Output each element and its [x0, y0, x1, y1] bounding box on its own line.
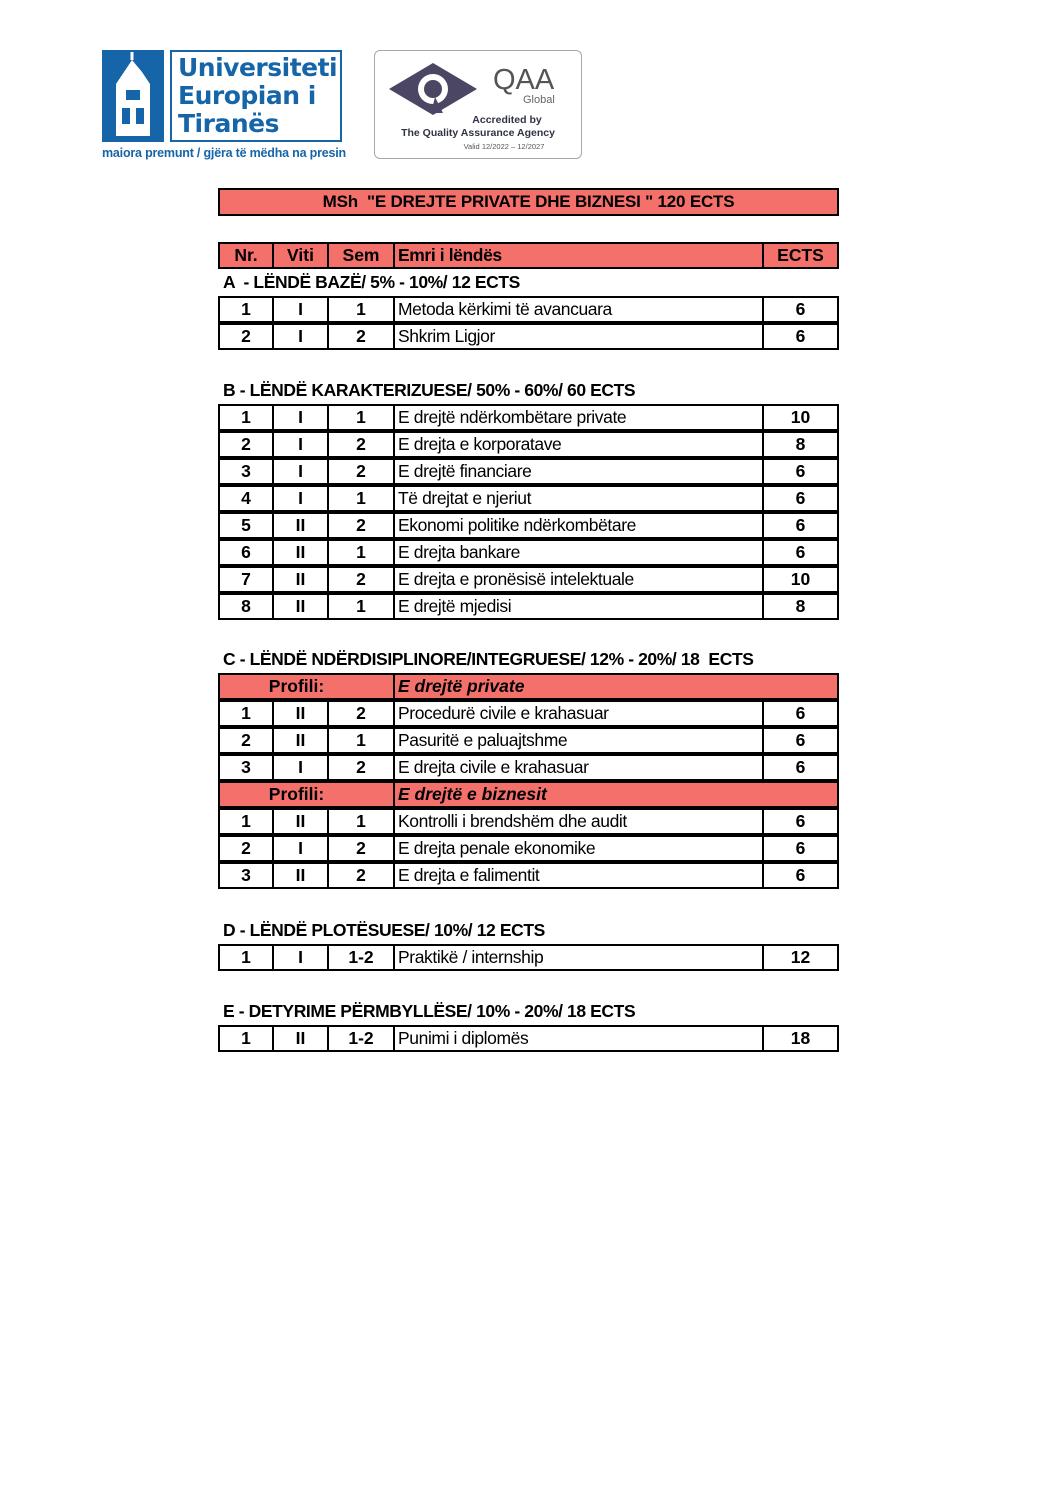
column-header-name: Emri i lëndës [395, 242, 764, 269]
column-header-viti: Viti [274, 242, 329, 269]
row-ects: 6 [764, 485, 839, 512]
profile-name-business: E drejtë e biznesit [395, 781, 839, 808]
row-nr: 2 [218, 323, 274, 350]
row-sem: 1-2 [329, 944, 395, 971]
qaa-eye-icon [387, 59, 479, 119]
column-header-sem: Sem [329, 242, 395, 269]
row-course-name: Pasuritë e paluajtshme [395, 727, 764, 754]
row-course-name: E drejta penale ekonomike [395, 835, 764, 862]
qaa-wordmark: QAA [493, 64, 555, 96]
row-nr: 7 [218, 566, 274, 593]
university-wordmark [170, 50, 342, 142]
row-viti: I [274, 944, 329, 971]
row-ects: 6 [764, 512, 839, 539]
row-viti: II [274, 512, 329, 539]
row-ects: 8 [764, 593, 839, 620]
row-viti: II [274, 566, 329, 593]
university-name-line2: Europian i [178, 81, 316, 110]
row-ects: 18 [764, 1025, 839, 1052]
qaa-valid-period: Valid 12/2022 – 12/2027 [463, 142, 545, 151]
row-nr: 5 [218, 512, 274, 539]
row-course-name: Procedurë civile e krahasuar [395, 700, 764, 727]
row-ects: 10 [764, 404, 839, 431]
row-nr: 2 [218, 835, 274, 862]
row-ects: 6 [764, 754, 839, 781]
row-viti: I [274, 323, 329, 350]
row-course-name: E drejtë financiare [395, 458, 764, 485]
profile-label: Profili: [218, 673, 395, 700]
row-nr: 1 [218, 1025, 274, 1052]
row-viti: II [274, 727, 329, 754]
row-viti: I [274, 754, 329, 781]
university-emblem-icon [102, 50, 164, 142]
row-nr: 1 [218, 296, 274, 323]
row-sem: 1 [329, 404, 395, 431]
row-viti: I [274, 404, 329, 431]
section-a-table [218, 296, 839, 350]
row-ects: 6 [764, 835, 839, 862]
row-nr: 8 [218, 593, 274, 620]
row-nr: 4 [218, 485, 274, 512]
university-name-line3: Tiranës [178, 109, 279, 138]
row-viti: I [274, 485, 329, 512]
row-viti: II [274, 808, 329, 835]
row-sem: 1 [329, 593, 395, 620]
qaa-agency-name: The Quality Assurance Agency [401, 127, 555, 139]
row-course-name: E drejta e korporatave [395, 431, 764, 458]
profile-label: Profili: [218, 781, 395, 808]
row-sem: 1-2 [329, 1025, 395, 1052]
row-sem: 2 [329, 754, 395, 781]
row-sem: 2 [329, 862, 395, 889]
row-ects: 10 [764, 566, 839, 593]
row-course-name: Punimi i diplomës [395, 1025, 764, 1052]
row-ects: 12 [764, 944, 839, 971]
row-ects: 6 [764, 808, 839, 835]
row-course-name: Të drejtat e njeriut [395, 485, 764, 512]
row-sem: 2 [329, 458, 395, 485]
university-name-line1: Universiteti [178, 53, 338, 82]
row-course-name: E drejta e pronësisë intelektuale [395, 566, 764, 593]
section-b-label: B - LËNDË KARAKTERIZUESE/ 50% - 60%/ 60 ECTS [223, 380, 636, 400]
row-nr: 6 [218, 539, 274, 566]
row-viti: I [274, 458, 329, 485]
row-nr: 1 [218, 404, 274, 431]
row-nr: 1 [218, 808, 274, 835]
row-nr: 3 [218, 862, 274, 889]
row-sem: 1 [329, 727, 395, 754]
section-d-table [218, 944, 839, 971]
row-ects: 6 [764, 539, 839, 566]
row-viti: I [274, 296, 329, 323]
row-nr: 3 [218, 754, 274, 781]
row-course-name: E drejtë mjedisi [395, 593, 764, 620]
qaa-accreditation-badge [374, 50, 582, 159]
section-e-label: E - DETYRIME PËRMBYLLËSE/ 10% - 20%/ 18 ECTS [223, 1001, 636, 1021]
row-nr: 2 [218, 727, 274, 754]
row-course-name: E drejta e falimentit [395, 862, 764, 889]
qaa-accredited-by: Accredited by [472, 114, 542, 126]
row-sem: 2 [329, 700, 395, 727]
row-ects: 6 [764, 458, 839, 485]
row-sem: 2 [329, 566, 395, 593]
section-b-table [218, 404, 839, 620]
row-nr: 1 [218, 944, 274, 971]
row-ects: 6 [764, 862, 839, 889]
column-header-nr: Nr. [218, 242, 274, 269]
row-ects: 6 [764, 700, 839, 727]
row-course-name: Ekonomi politike ndërkombëtare [395, 512, 764, 539]
row-course-name: E drejta civile e krahasuar [395, 754, 764, 781]
row-course-name: Shkrim Ligjor [395, 323, 764, 350]
row-sem: 2 [329, 835, 395, 862]
row-sem: 1 [329, 296, 395, 323]
row-viti: I [274, 431, 329, 458]
row-viti: II [274, 862, 329, 889]
column-header-ects: ECTS [764, 242, 839, 269]
row-course-name: E drejtë ndërkombëtare private [395, 404, 764, 431]
university-motto: maiora premunt / gjëra të mëdha na presin [102, 146, 346, 160]
row-ects: 6 [764, 323, 839, 350]
row-course-name: Praktikë / internship [395, 944, 764, 971]
section-c-table [218, 673, 839, 889]
column-header-row [218, 242, 839, 269]
row-sem: 2 [329, 323, 395, 350]
row-sem: 1 [329, 485, 395, 512]
row-viti: II [274, 700, 329, 727]
row-course-name: Kontrolli i brendshëm dhe audit [395, 808, 764, 835]
row-nr: 2 [218, 431, 274, 458]
row-viti: II [274, 593, 329, 620]
row-viti: II [274, 1025, 329, 1052]
section-e-table [218, 1025, 839, 1052]
row-nr: 1 [218, 700, 274, 727]
row-ects: 6 [764, 296, 839, 323]
profile-name-private: E drejtë private [395, 673, 839, 700]
row-sem: 1 [329, 808, 395, 835]
section-c-label: C - LËNDË NDËRDISIPLINORE/INTEGRUESE/ 12% - 20%/ 18 ECTS [223, 649, 754, 669]
row-sem: 2 [329, 512, 395, 539]
row-sem: 1 [329, 539, 395, 566]
row-ects: 8 [764, 431, 839, 458]
section-d-label: D - LËNDË PLOTËSUESE/ 10%/ 12 ECTS [223, 920, 545, 940]
row-sem: 2 [329, 431, 395, 458]
qaa-global-label: Global [523, 94, 555, 106]
row-viti: II [274, 539, 329, 566]
program-title: MSh "E DREJTE PRIVATE DHE BIZNESI " 120 ECTS [218, 188, 839, 216]
row-ects: 6 [764, 727, 839, 754]
row-viti: I [274, 835, 329, 862]
row-nr: 3 [218, 458, 274, 485]
row-course-name: Metoda kërkimi të avancuara [395, 296, 764, 323]
row-course-name: E drejta bankare [395, 539, 764, 566]
section-a-label: A - LËNDË BAZË/ 5% - 10%/ 12 ECTS [223, 272, 520, 292]
university-logo [102, 50, 344, 162]
